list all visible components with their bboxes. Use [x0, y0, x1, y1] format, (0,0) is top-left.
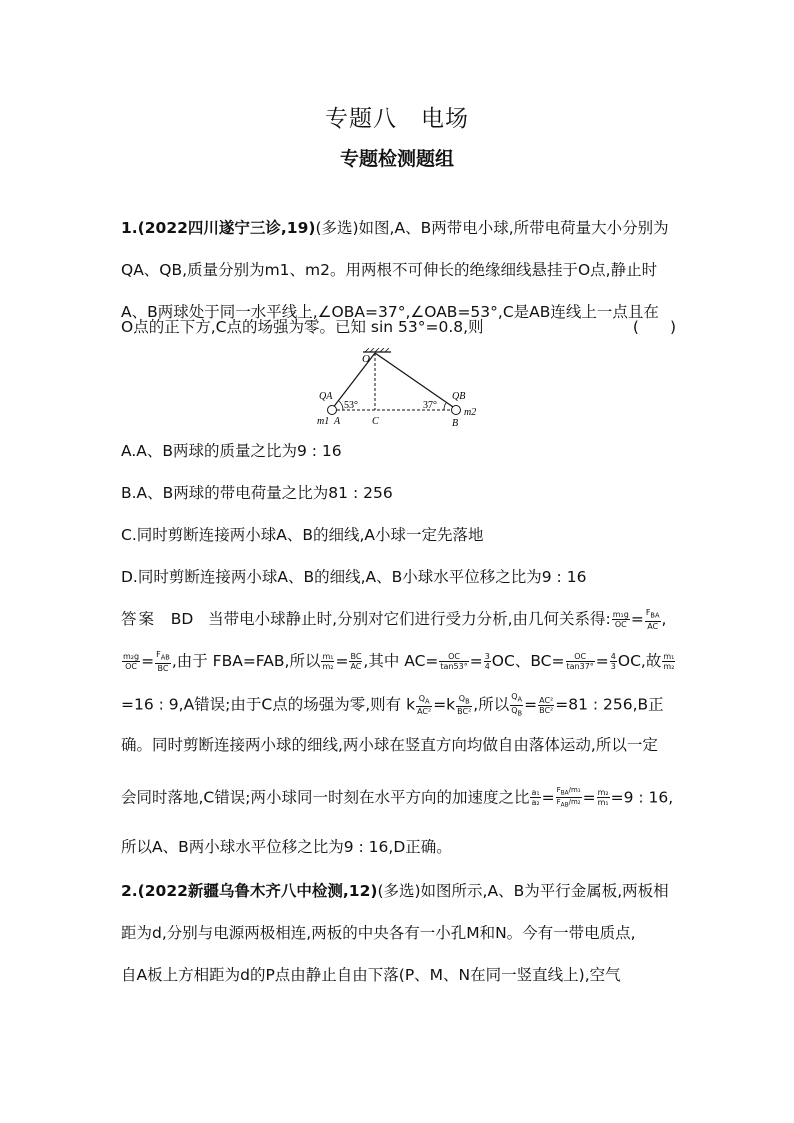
label-qb: QB [452, 391, 466, 402]
q1-solution-line-4: 确。同时剪断连接两小球的细线,两小球在竖直方向均做自由落体运动,所以一定 [121, 736, 658, 754]
frac-bc-ac: $\frac{BC}{AC}$ [350, 652, 362, 671]
page-subtitle: 专题检测题组 [339, 148, 454, 170]
label-angle-b: 37° [423, 400, 437, 411]
label-b: B [452, 418, 459, 429]
frac-m1g-oc: $\frac{\text{m₁g}}{OC}$ [612, 610, 629, 629]
frac-oc-tan37: $\frac{OC}{\tan 37^\circ}$ [566, 652, 594, 671]
frac-3-4: $\frac{3}{4}$ [484, 652, 490, 671]
solution-text-3a: =16 : 9,A错误;由于C点的场强为零,则有 k [121, 695, 416, 714]
frac-fba-ac: $\frac{F_{BA}}{AC}$ [645, 608, 660, 631]
q1-solution-line-1: 答案 BD 当带电小球静止时,分别对它们进行受力分析,由几何关系得: $\frac{\text{m₁g}}{OC}$ = $\frac{F_{BA}}{AC}$ , [121, 608, 667, 631]
q1-option-b: B.A、B两球的带电荷量之比为81 : 256 [121, 484, 393, 502]
q1-stem-4: O点的正下方,C点的场强为零。已知 sin 53°=0.8,则 [121, 318, 484, 336]
label-qa: QA [319, 391, 333, 402]
frac-qb-bc2: $\frac{Q_B}{\text{BC²}}$ [457, 693, 472, 717]
answer-value: BD [170, 610, 194, 628]
q2-line-1 [121, 880, 681, 902]
solution-text-3b: =k [433, 695, 456, 714]
solution-text-5a: 会同时落地,C错误;两小球同一时刻在水平方向的加速度之比 [121, 788, 530, 807]
solution-text-2d: OC,故 [617, 652, 662, 670]
frac-oc-tan53: $\frac{OC}{\tan 53^\circ}$ [440, 652, 468, 671]
label-m1: m1 [317, 416, 330, 427]
q1-option-c: C.同时剪断连接两小球A、B的细线,A小球一定先落地 [121, 526, 484, 544]
q2-stem-2: 距为d,分别与电源两极相连,两板的中央各有一小孔M和N。今有一带电质点, [121, 924, 636, 942]
frac-m1-m2-b: $\frac{\text{m₁}}{\text{m₂}}$ [663, 652, 675, 671]
q1-stem-3: A、B两球处于同一水平线上,∠OBA=37°,∠OAB=53°,C是AB连线上一点且在 [121, 303, 659, 321]
q1-header: 1.(2022四川遂宁三诊,19) [121, 219, 316, 237]
q1-option-a: A.A、B两球的质量之比为9 : 16 [121, 442, 342, 460]
solution-text-2a: ,由于 FBA=FAB,所以 [171, 652, 321, 670]
q1-solution-line-3: =16 : 9,A错误;由于C点的场强为零,则有 k $\frac{Q_A}{\text{AC²}}$ =k $\frac{Q_B}{\text{BC²}}$ ,所以 $\frac{Q_A}{Q_B}$ = $\frac{\text{AC²}}{\text{BC²}}$ =81 : 256,B正 [121, 692, 664, 718]
frac-fab-bc: $\frac{F_{AB}}{BC}$ [156, 650, 170, 673]
label-angle-a: 53° [344, 400, 358, 411]
solution-text-2c: OC、BC= [491, 652, 565, 670]
frac-m2-m1: $\frac{\text{m₂}}{\text{m₁}}$ [597, 788, 609, 808]
solution-text-3c: ,所以 [473, 695, 510, 714]
solution-text-2b: ,其中 AC= [363, 652, 439, 670]
q1-stem-1: (多选)如图,A、B两带电小球,所带电荷量大小分别为 [315, 219, 669, 237]
frac-qa-ac2: $\frac{Q_A}{\text{AC²}}$ [417, 693, 432, 717]
label-m2: m2 [464, 407, 477, 418]
q1-solution-line-5: 会同时落地,C错误;两小球同一时刻在水平方向的加速度之比 $\frac{\text{a₁}}{\text{a₂}}$ = $\frac{F_{BA}/m_1}{F_{AB}/m_2}$ = $\frac{\text{m₂}}{\text{m₁}}$ =9 : 16, [121, 786, 674, 809]
frac-ac2-bc2: $\frac{\text{AC²}}{\text{BC²}}$ [539, 695, 554, 715]
answer-label: 答案 [121, 610, 157, 628]
frac-m1-m2: $\frac{\text{m₁}}{\text{m₂}}$ [322, 652, 334, 671]
frac-4-3: $\frac{4}{3}$ [610, 652, 616, 671]
frac-compound: $\frac{F_{BA}/m_1}{F_{AB}/m_2}$ [556, 786, 581, 809]
label-o: O [362, 353, 370, 365]
q1-line-1 [121, 217, 681, 239]
q2-header: 2.(2022新疆乌鲁木齐八中检测,12) [121, 882, 378, 900]
solution-text-1: 当带电小球静止时,分别对它们进行受力分析,由几何关系得: [208, 610, 611, 628]
solution-text-5b: =9 : 16, [610, 788, 674, 807]
frac-m2g-oc: $\frac{\text{m₂g}}{OC}$ [123, 652, 140, 671]
label-a: A [334, 416, 341, 427]
q1-solution-line-6: 所以A、B两小球水平位移之比为9 : 16,D正确。 [121, 838, 452, 856]
q1-blank: ( ) [632, 318, 676, 336]
q1-option-d: D.同时剪断连接两小球A、B的细线,A、B小球水平位移之比为9 : 16 [121, 568, 587, 586]
q1-figure [315, 348, 485, 430]
q2-stem-3: 自A板上方相距为d的P点由静止自由下落(P、M、N在同一竖直线上),空气 [121, 966, 621, 984]
q1-solution-line-2: $\frac{\text{m₂g}}{OC}$ = $\frac{F_{AB}}{BC}$ ,由于 FBA=FAB,所以 $\frac{\text{m₁}}{\text{m₂}}$ = $\frac{BC}{AC}$ ,其中 AC= $\frac{OC}{\tan 53^\circ}$ = $\frac{3}{4}$ OC、BC= $\frac{OC}{\tan 37^\circ}$ = $\frac{4}{3}$ OC,故 $\frac{\text{m₁}}{\text{m₂}}$ [123, 650, 675, 673]
solution-text-3d: =81 : 256,B正 [555, 695, 664, 714]
q1-stem-2: QA、QB,质量分别为m1、m2。用两根不可伸长的绝缘细线悬挂于O点,静止时 [121, 261, 658, 279]
label-c: C [372, 416, 379, 427]
q2-stem-1: (多选)如图所示,A、B为平行金属板,两板相 [377, 882, 669, 900]
page-title: 专题八 电场 [325, 106, 469, 132]
frac-qa-qb: $\frac{Q_A}{Q_B}$ [511, 692, 523, 718]
frac-a1-a2: $\frac{\text{a₁}}{\text{a₂}}$ [531, 788, 540, 808]
